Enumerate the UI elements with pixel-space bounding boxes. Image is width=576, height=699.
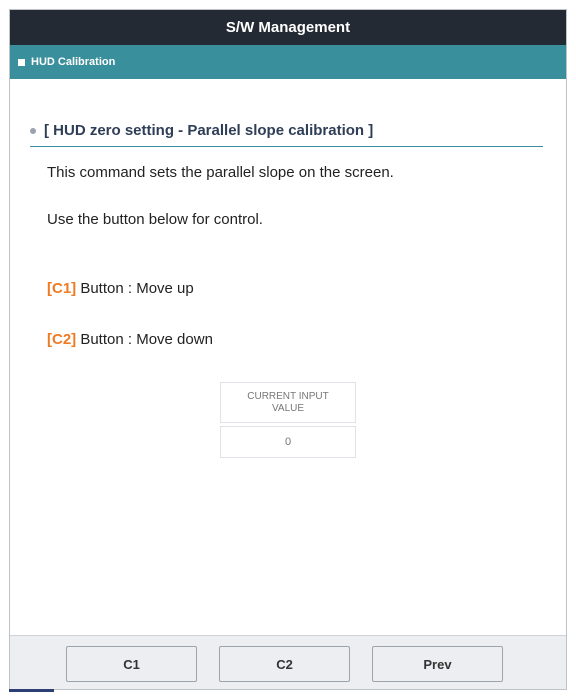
section-header: [30, 115, 543, 147]
current-input-value: [220, 426, 356, 458]
app-window: [9, 9, 567, 690]
c1-instruction-text: Button : Move up: [76, 280, 194, 297]
c2-instruction-text: Button : Move down: [76, 331, 213, 348]
sub-header-label: HUD Calibration: [31, 56, 116, 68]
c1-button-label: C1: [123, 656, 140, 672]
c1-tag: [C1]: [47, 280, 77, 297]
current-input-value-text: 0: [284, 436, 292, 448]
square-icon: [18, 59, 25, 66]
section-title: [ HUD zero setting - Parallel slope calibration ]: [44, 122, 374, 139]
prev-button[interactable]: [372, 646, 503, 682]
footer-bar: [10, 635, 566, 689]
bottom-accent-bar: [9, 689, 54, 692]
title-bar: [10, 10, 566, 45]
description-line-1: This command sets the parallel slope on the screen.: [47, 164, 394, 181]
description-line-2: Use the button below for control.: [47, 211, 263, 228]
c1-instruction: [47, 280, 194, 297]
c2-tag: [C2]: [47, 331, 77, 348]
current-input-label: [220, 382, 356, 423]
current-input-label-text: CURRENT INPUT VALUE: [247, 390, 329, 414]
c1-button[interactable]: [66, 646, 197, 682]
c2-button[interactable]: [219, 646, 350, 682]
bullet-icon: [30, 128, 36, 134]
prev-button-label: Prev: [423, 656, 452, 672]
sub-header-bar: [10, 45, 566, 79]
c2-instruction: [47, 331, 213, 348]
c2-button-label: C2: [276, 656, 293, 672]
window-title: S/W Management: [225, 19, 351, 36]
